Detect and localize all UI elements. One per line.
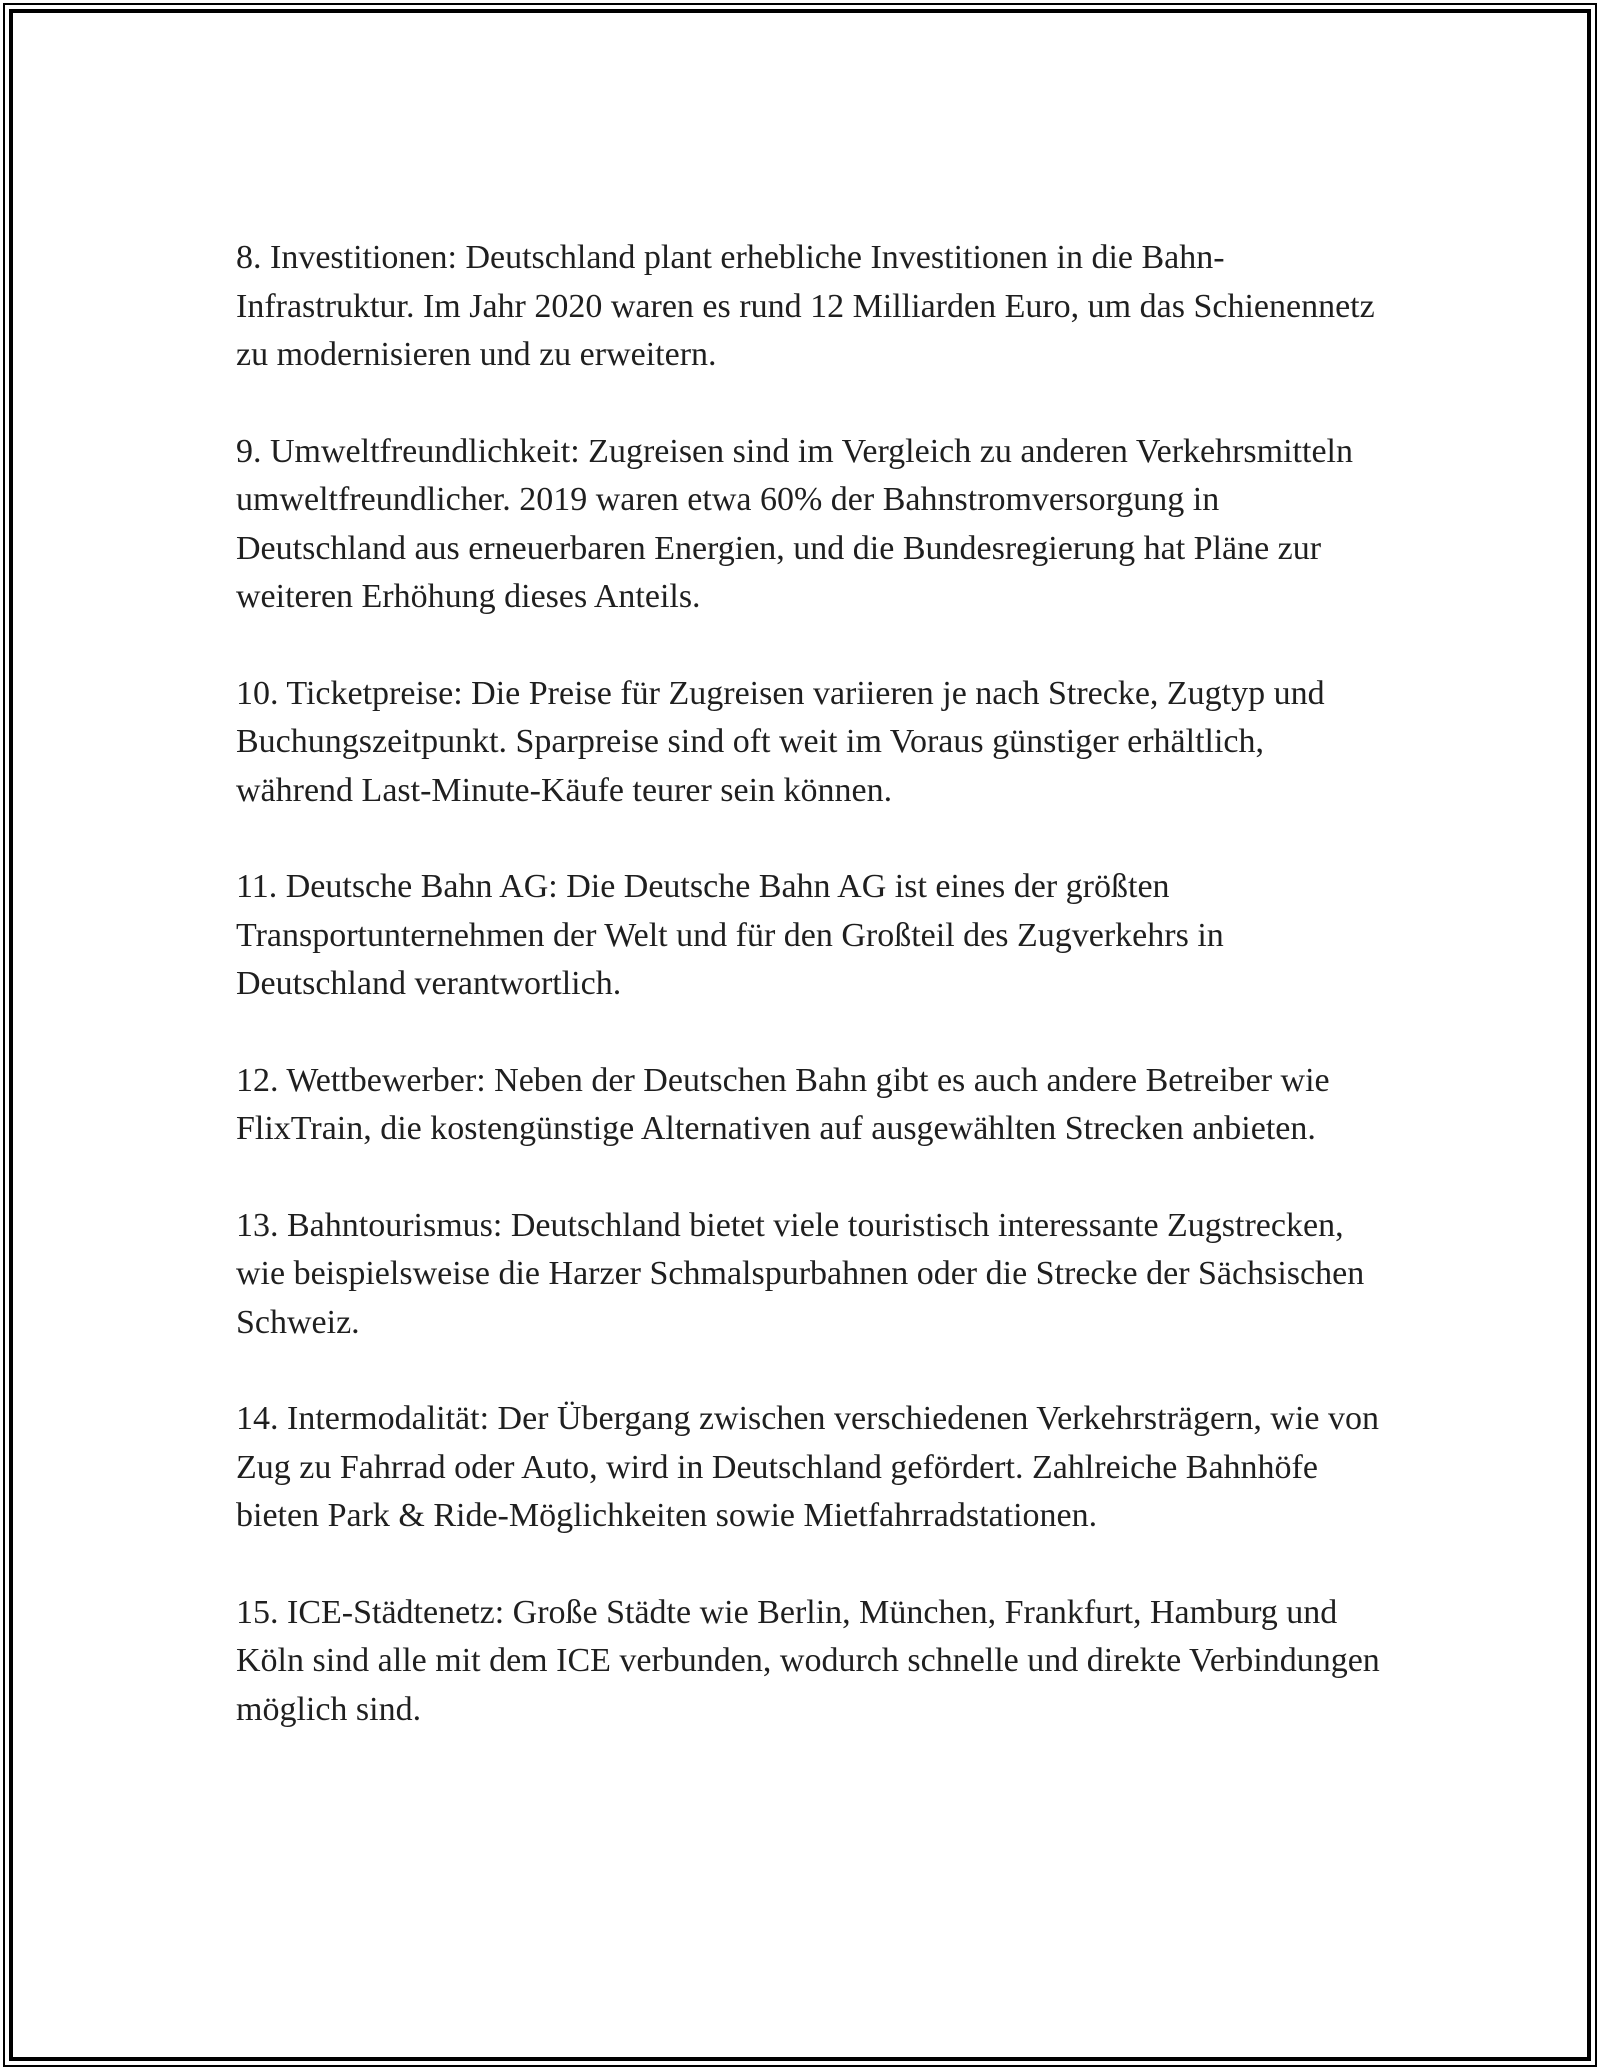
paragraph-deutsche-bahn-ag: 11. Deutsche Bahn AG: Die Deutsche Bahn AG ist eines der größten Transportunternehmen der Welt und für den Großteil des Zugverkehrs in Deutschland verantwortlich. (236, 868, 1224, 1002)
paragraph-investitionen: 8. Investitionen: Deutschland plant erhebliche Investitionen in die Bahn-Infrastruktur. Im Jahr 2020 waren es rund 12 Milliarden Euro, um das Schienennetz zu modernisieren und zu erweitern. (236, 239, 1375, 373)
paragraph-intermodalitaet: 14. Intermodalität: Der Übergang zwischen verschiedenen Verkehrsträgern, wie von Zug zu Fahrrad oder Auto, wird in Deutschland gefördert. Zahlreiche Bahnhöfe bieten Park & Ride-Möglichkeiten sowie Mietfahrradstationen. (236, 1400, 1380, 1534)
paragraph-umweltfreundlichkeit: 9. Umweltfreundlichkeit: Zugreisen sind im Vergleich zu anderen Verkehrsmitteln umweltfreundlicher. 2019 waren etwa 60% der Bahnstromversorgung in Deutschland aus erneuerbaren Energien, und die Bundesregierung hat Pläne zur weiteren Erhöhung dieses Anteils. (236, 432, 1353, 615)
paragraph-wettbewerber: 12. Wettbewerber: Neben der Deutschen Bahn gibt es auch andere Betreiber wie FlixTrain, die kostengünstige Alternativen auf ausgewählten Strecken anbieten. (236, 1061, 1330, 1147)
paragraph-ticketpreise: 10. Ticketpreise: Die Preise für Zugreisen variieren je nach Strecke, Zugtyp und Buchungszeitpunkt. Sparpreise sind oft weit im Voraus günstiger erhältlich, während Last-Minute-Käufe teurer sein können. (236, 674, 1325, 809)
document-body (236, 234, 1386, 1734)
paragraph-bahntourismus: 13. Bahntourismus: Deutschland bietet viele touristisch interessante Zugstrecken, wie beispielsweise die Harzer Schmalspurbahnen oder die Strecke der Sächsischen Schweiz. (236, 1206, 1365, 1341)
paragraph-ice-staedtenetz: 15. ICE-Städtenetz: Große Städte wie Berlin, München, Frankfurt, Hamburg und Köln sind alle mit dem ICE verbunden, wodurch schnelle und direkte Verbindungen möglich sind. (236, 1593, 1380, 1728)
